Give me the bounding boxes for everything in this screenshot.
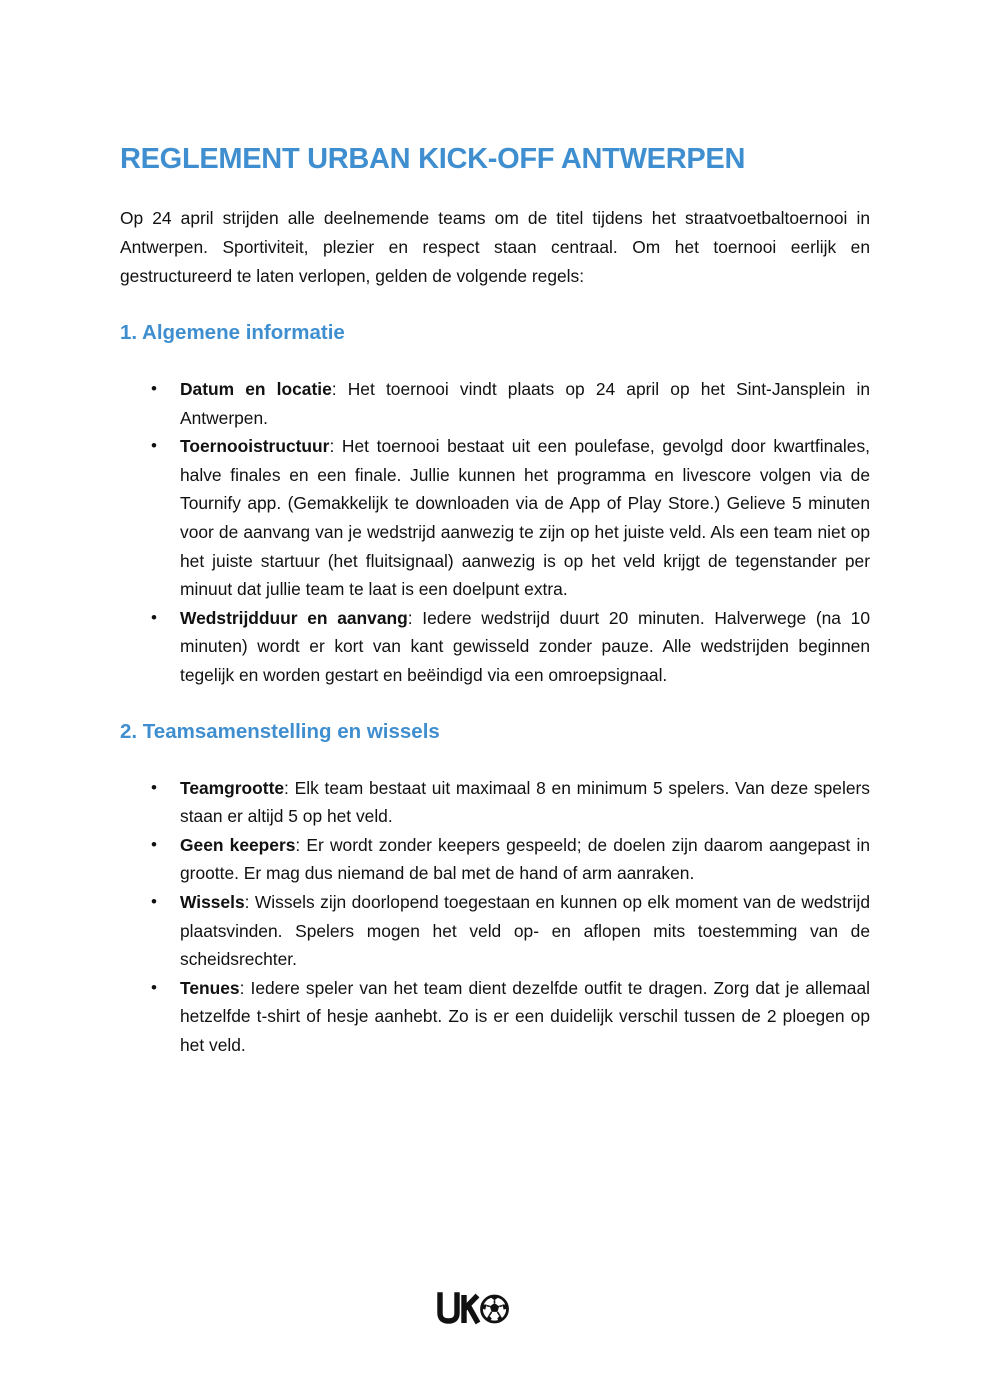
rule-term: Tenues xyxy=(180,977,240,998)
rule-text: : Iedere speler van het team dient dezelfde outfit te dragen. Zorg dat je allemaal hetzelfde t-shirt of hesje aanhebt. Zo is er een duidelijk verschil tussen de 2 ploegen op het veld. xyxy=(180,977,870,1055)
football-icon xyxy=(482,1296,508,1322)
rule-text: : Iedere wedstrijd duurt 20 minuten. Halverwege (na 10 minuten) wordt er kort van kant gewisseld zonder pauze. Alle wedstrijden beginnen tegelijk en worden gestart en beëindigd via een omroepsignaal. xyxy=(180,607,871,685)
rule-term: Geen keepers xyxy=(180,834,296,855)
logo-letter-u xyxy=(440,1295,457,1321)
bullet-icon: • xyxy=(151,977,157,997)
rule-term: Teamgrootte xyxy=(180,777,285,798)
rule-item-match-duration xyxy=(120,604,870,690)
rule-list-general-info xyxy=(120,375,870,690)
rule-text: : Er wordt zonder keepers gespeeld; de doelen zijn daarom aangepast in grootte. Er mag dus niemand de bal met de hand of arm aanraken. xyxy=(180,834,870,884)
rule-text: : Wissels zijn doorlopend toegestaan en kunnen op elk moment van de wedstrijd plaatsvinden. Spelers mogen het veld op- en aflopen mits toestemming van de scheidsrechter. xyxy=(180,891,870,970)
rule-item-tournament-structure xyxy=(120,432,870,604)
logo-letter-k xyxy=(464,1295,478,1323)
intro-paragraph: Op 24 april strijden alle deelnemende teams om de titel tijdens het straatvoetbaltoernooi in Antwerpen. Sportiviteit, plezier en respect staan centraal. Om het toernooi eerlijk en gestructureerd te laten verlopen, gelden de volgende regels: xyxy=(120,208,870,286)
rule-list-team-composition xyxy=(120,774,870,1060)
rule-item-substitutions xyxy=(120,888,870,974)
rule-item-no-keepers xyxy=(120,831,870,888)
bullet-icon: • xyxy=(151,777,157,797)
bullet-icon: • xyxy=(151,379,157,398)
document-title: REGLEMENT URBAN KICK-OFF ANTWERPEN xyxy=(120,143,746,175)
rule-item-team-size xyxy=(120,774,870,831)
document-page xyxy=(120,138,870,1059)
section-heading-team-composition: 2. Teamsamenstelling en wissels xyxy=(120,719,440,743)
rule-term: Wedstrijdduur en aanvang xyxy=(180,607,408,628)
bullet-icon: • xyxy=(151,834,157,854)
uko-logo-icon xyxy=(435,1292,511,1326)
rule-term: Wissels xyxy=(180,891,245,912)
rule-term: Toernooistructuur xyxy=(180,436,330,457)
section-heading-general-info: 1. Algemene informatie xyxy=(120,321,345,344)
rule-text: : Het toernooi vindt plaats op 24 april op het Sint-Jansplein in Antwerpen. xyxy=(180,379,870,428)
rule-text: : Het toernooi bestaat uit een poulefase, gevolgd door kwartfinales, halve finales en een finale. Jullie kunnen het programma en livescore volgen via de Tournify app. (Gemakkelijk te downloaden via de App of Play Store.) Gelieve 5 minuten voor de aanvang van je wedstrijd aanwezig te zijn op het juiste veld. Als een team niet op het juiste startuur (het fluitsignaal) aanwezig is op het veld krijgt de tegenstander per minuut dat jullie team te laat is een doelpunt extra. xyxy=(180,436,870,600)
bullet-icon: • xyxy=(151,436,157,456)
rule-item-date-location xyxy=(120,375,870,432)
rule-text: : Elk team bestaat uit maximaal 8 en minimum 5 spelers. Van deze spelers staan er altijd 5 op het veld. xyxy=(180,777,870,827)
bullet-icon: • xyxy=(151,891,157,911)
rule-item-outfits xyxy=(120,974,870,1060)
rule-term: Datum en locatie xyxy=(180,379,332,399)
bullet-icon: • xyxy=(151,607,157,627)
